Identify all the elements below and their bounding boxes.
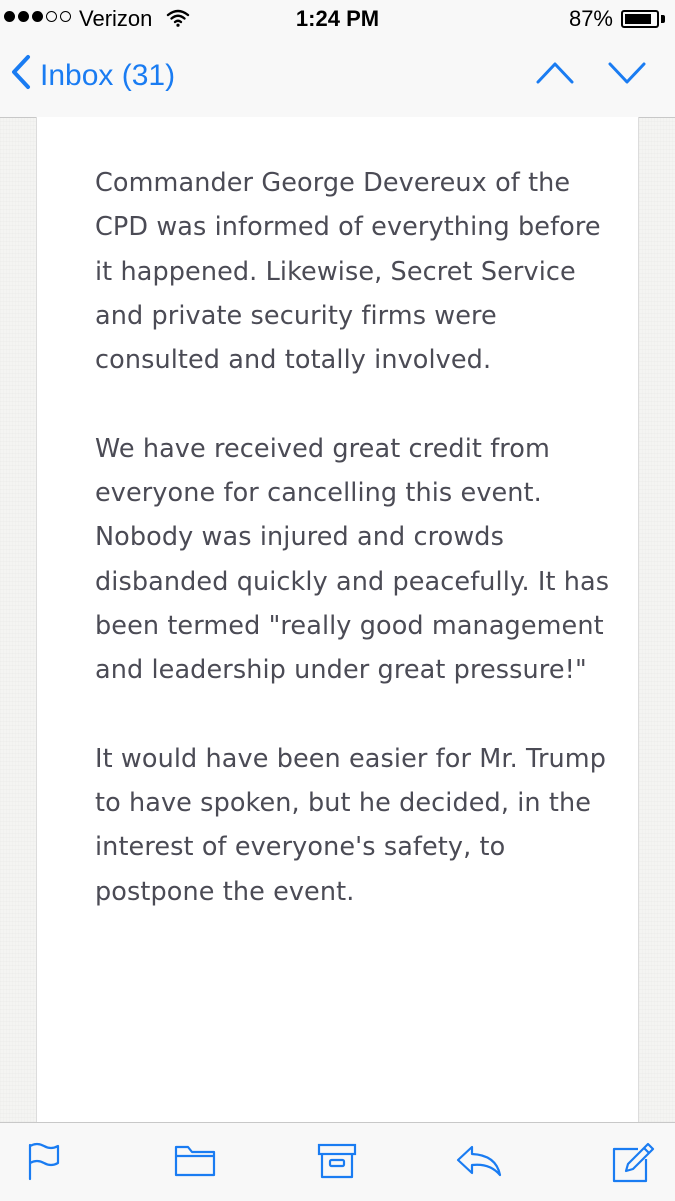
message-paragraph: Commander George Devereux of the CPD was informed of everything before it happened. Likewise, Secret Service and private security firms were consulted and totally involved. bbox=[95, 168, 601, 376]
chevron-down-icon[interactable] bbox=[607, 60, 647, 91]
message-body bbox=[95, 161, 615, 958]
message-paragraph: We have received great credit from everyone for cancelling this event. Nobody was injured and crowds disbanded quickly and peacefully. It has been termed "really good management and leadership under great pressure!" bbox=[95, 433, 610, 686]
message-paragraph: It would have been easier for Mr. Trump to have spoken, but he decided, in the interest of everyone's safety, to postpone the event. bbox=[95, 743, 607, 907]
navigation-bar bbox=[0, 40, 675, 118]
flag-icon[interactable] bbox=[26, 1141, 62, 1186]
back-button-label: Inbox (31) bbox=[40, 59, 176, 92]
clock-time: 1:24 PM bbox=[295, 6, 380, 31]
battery-percent: 87% bbox=[568, 6, 613, 31]
chevron-left-icon bbox=[10, 54, 32, 98]
reply-icon[interactable] bbox=[454, 1141, 504, 1186]
status-bar bbox=[0, 0, 675, 40]
folder-icon[interactable] bbox=[173, 1141, 217, 1186]
archive-icon[interactable] bbox=[316, 1141, 358, 1186]
message-card bbox=[36, 117, 639, 1122]
battery-icon bbox=[621, 10, 659, 28]
battery-fill bbox=[625, 14, 651, 24]
bottom-toolbar bbox=[0, 1122, 675, 1201]
chevron-up-icon[interactable] bbox=[535, 60, 575, 91]
back-to-inbox-button[interactable] bbox=[10, 54, 175, 98]
battery-nub bbox=[661, 15, 665, 23]
compose-icon[interactable] bbox=[610, 1141, 656, 1190]
carrier-name: Verizon bbox=[79, 6, 153, 31]
